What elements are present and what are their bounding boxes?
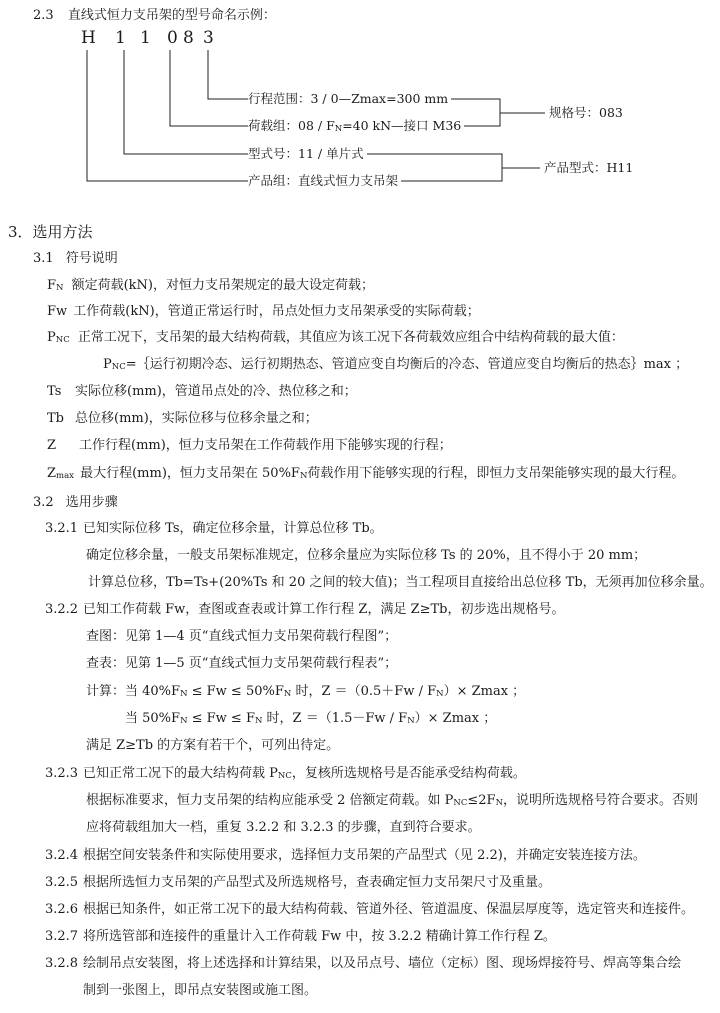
code-char-1b: 1 bbox=[140, 28, 151, 48]
step-3-2-8-line2: 制到一张图上，即吊点安装图或施工图。 bbox=[83, 983, 318, 998]
code-char-8: 8 bbox=[183, 28, 194, 48]
step-3-2-2-table: 查表：见第 1—5 页“直线式恒力支吊架荷载行程表”； bbox=[86, 656, 398, 671]
step-3-2-6: 3.2.6 根据已知条件，如正常工况下的最大结构荷载、管道外径、管道温度、保温层厚度等，选定管夹和连接件。 bbox=[45, 902, 695, 917]
symbol-z: Z bbox=[47, 438, 57, 453]
step-3-2-1-line3: 计算总位移，Tb=Ts+(20%Ts 和 20 之间的较大值)；当工程项目直接给出总位移 Tb，无须再加位移余量。 bbox=[88, 575, 713, 590]
section-title: 直线式恒力支吊架的型号命名示例： bbox=[67, 8, 276, 23]
section-3-1-heading: 3.1 符号说明 bbox=[33, 251, 118, 266]
step-3-2-2-calc1: 计算：当 $40\%F_N \le Fw \le 50\%F_N$ 时，$Z =(0.5+Fw / F_N)\times Zmax$ ； bbox=[86, 684, 526, 699]
symbol-pnc: P bbox=[47, 330, 56, 345]
symbol-tb: Tb bbox=[47, 411, 64, 426]
symbol-zmax: Z bbox=[47, 466, 57, 481]
step-3-2-3-line2: 根据标准要求，恒力支吊架的结构应能承受 2 倍额定荷载。如 $P_{NC}\le 2F_N$，说明所选规格号符合要求。否则 bbox=[86, 793, 699, 808]
section-3-heading: 3．选用方法 bbox=[8, 223, 93, 241]
def-pnc: $P_{NC}$ 正常工况下，支吊架的最大结构荷载，其值应为该工况下各荷载效应组合中结构荷载的最大值： bbox=[47, 330, 624, 345]
symbol-fn: F bbox=[47, 278, 57, 293]
section-3-2-heading: 3.2 选用步骤 bbox=[33, 495, 118, 510]
step-3-2-2-chart: 查图：见第 1—4 页“直线式恒力支吊架荷载行程图”； bbox=[86, 629, 398, 644]
step-3-2-7: 3.2.7 将所选管部和连接件的重量计入工作荷载 Fw 中，按 3.2.2 精确计算工作行程 Z。 bbox=[45, 929, 556, 944]
connector-load bbox=[170, 50, 455, 126]
section-number: 2.3 bbox=[33, 8, 54, 23]
code-char-0: 0 bbox=[167, 28, 178, 48]
def-ts: Ts 实际位移(mm)，管道吊点处的冷、热位移之和； bbox=[47, 384, 357, 399]
step-3-2-3-line3: 应将荷载组加大一档，重复 3.2.2 和 3.2.3 的步骤，直到符合要求。 bbox=[86, 820, 481, 835]
step-3-2-1: 3.2.1 已知实际位移 Ts，确定位移余量，计算总位移 Tb。 bbox=[45, 521, 383, 536]
symbol-fw: Fw bbox=[47, 304, 68, 319]
step-3-2-8: 3.2.8 绘制吊点安装图，将上述选择和计算结果，以及吊点号、墙位（定标）图、现场焊接符号、焊高等集合绘 bbox=[45, 956, 682, 971]
step-3-2-2-calc2: 当 $50\%F_N \le Fw \le F_N$ 时，$Z =(1.5-Fw / F_N)\times Zmax$ ； bbox=[125, 711, 497, 726]
step-3-2-3: 3.2.3 已知正常工况下的最大结构荷载 $P_{NC}$，复核所选规格号是否能承受结构荷载。 bbox=[45, 766, 526, 781]
def-z: Z 工作行程(mm)，恒力支吊架在工作荷载作用下能够实现的行程； bbox=[47, 438, 452, 453]
label-travel-range: 行程范围：3 / 0—Zmax=300 mm bbox=[248, 91, 451, 107]
bracket-product bbox=[440, 154, 502, 181]
def-tb: Tb 总位移(mm)，实际位移与位移余量之和； bbox=[47, 411, 318, 426]
label-product-group: 产品组：直线式恒力支吊架 bbox=[248, 173, 401, 189]
def-zmax: $Z_{max}$ 最大行程(mm)，恒力支吊架在 $50\%F_N$荷载作用下能够实现的行程，即恒力支吊架能够实现的最大行程。 bbox=[47, 466, 685, 481]
formula-pnc: $P_{NC}=\{$运行初期冷态、运行初期热态、管道应变自均衡后的冷态、管道应变自均衡后的热态｝max ； bbox=[103, 357, 689, 372]
code-char-1a: 1 bbox=[115, 28, 126, 48]
step-3-2-5: 3.2.5 根据所选恒力支吊架的产品型式及所选规格号，查表确定恒力支吊架尺寸及重量。 bbox=[45, 875, 552, 890]
step-3-2-2-result: 满足 Z≥Tb 的方案有若干个，可列出待定。 bbox=[86, 738, 340, 753]
def-fn: $F_N$ 额定荷载(kN)，对恒力支吊架规定的最大设定荷载； bbox=[47, 278, 375, 293]
label-load-group: 荷载组：$08 / F_N=40$ kN—接口 M36 bbox=[248, 118, 464, 137]
label-spec-number: 规格号：083 bbox=[549, 105, 623, 120]
label-type-number: 型式号：11 / 单片式 bbox=[248, 146, 367, 162]
symbol-ts: Ts bbox=[47, 384, 62, 399]
label-product-type: 产品型式：H11 bbox=[544, 160, 634, 175]
code-char-3: 3 bbox=[203, 28, 214, 48]
step-3-2-4: 3.2.4 根据空间安装条件和实际使用要求，选择恒力支吊架的产品型式（见 2.2)，并确定安装连接方法。 bbox=[45, 848, 646, 863]
def-fw: Fw 工作荷载(kN)，管道正常运行时，吊点处恒力支吊架承受的实际荷载； bbox=[47, 304, 480, 319]
code-char-h: H bbox=[81, 28, 96, 48]
step-3-2-1-line2: 确定位移余量，一般支吊架标准规定，位移余量应为实际位移 Ts 的 20%，且不得小于 20 mm； bbox=[86, 548, 647, 563]
step-3-2-2: 3.2.2 已知工作荷载 Fw，查图或查表或计算工作行程 Z，满足 Z≥Tb，初步选出规格号。 bbox=[45, 602, 565, 617]
